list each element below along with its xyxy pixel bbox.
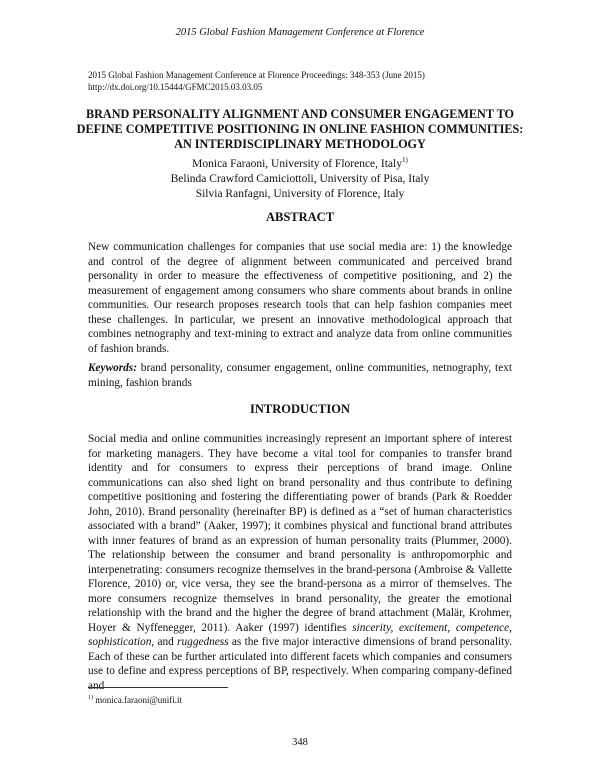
- intro-connector: and: [154, 636, 178, 648]
- introduction-body: [88, 432, 512, 693]
- author-name: Monica Faraoni, University of Florence, Italy: [192, 158, 402, 170]
- keywords-list: brand personality, consumer engagement, online communities, netnography, text mining, fashion brands: [88, 362, 512, 389]
- footnote-email[interactable]: monica.faraoni@unifi.it: [93, 695, 183, 705]
- proceedings-info: [88, 70, 425, 93]
- abstract-body: New communication challenges for companies that use social media are: 1) the knowledge and control of the degree of alignment between communicated and perceived brand personality in order to measure the effectiveness of competitive positioning, and 2) the measurement of engagement among consumers who share comments about brands in online communities. Our research proposes research tools that can help fashion companies meet these challenges. In particular, we present an innovative methodological approach that combines netnography and text-mining to extract and analyze data from online communities of fashion brands.: [88, 241, 512, 355]
- author-list: [0, 157, 600, 202]
- footnote-divider: [88, 687, 228, 688]
- author-line: Silvia Ranfagni, University of Florence, Italy: [195, 188, 405, 200]
- abstract-heading: ABSTRACT: [265, 210, 335, 224]
- bp-dimensions: sincerity, excitement, competence, sophistication,: [88, 621, 512, 648]
- footnote-number: 1): [88, 695, 93, 701]
- keywords: [88, 361, 512, 390]
- page-number: 348: [292, 737, 308, 748]
- intro-text-continued: as the five major interactive dimensions of brand personality. Each of these can be further articulated into different facets which companies and consumers use to define and express perceptions of BP, respectively. When comparing company-defined and: [88, 636, 512, 692]
- intro-text: Social media and online communities increasingly represent an important sphere of interest for marketing managers. They have become a vital tool for companies to transfer brand identity and for consumers to express their perceptions of brand image. Online communications can also shed light on brand personality and thus contribute to defining competitive positioning and fostering the differentiating power of brands (Park & Roedder John, 2010). Brand personality (hereinafter BP) is defined as a “set of human characteristics associated with a brand” (Aaker, 1997); it combines physical and functional brand attributes with inner features of brand as an expression of human personality traits (Plummer, 2000). The relationship between the consumer and brand personality is anthropomorphic and interpenetrating: consumers recognize themselves in the brand-persona (Ambroise & Vallette Florence, 2010) or, vice versa, they see the brand-persona as a mirror of themselves. The more consumers recognize themselves in brand personality, the greater the emotional relationship with the brand and the higher the degree of brand attachment (Malär, Krohmer, Hoyer & Nyffenegger, 2011). Aaker (1997) identifies: [88, 433, 512, 634]
- bp-dimension-last: ruggedness: [177, 636, 229, 648]
- author-line: [0, 157, 600, 172]
- introduction-heading: INTRODUCTION: [249, 402, 350, 416]
- author-line: Belinda Crawford Camiciottoli, University of Pisa, Italy: [170, 173, 430, 185]
- proceedings-citation: 2015 Global Fashion Management Conference at Florence Proceedings: 348-353 (June 2015): [88, 70, 425, 80]
- footnote-marker[interactable]: 1): [401, 156, 408, 165]
- keywords-label: Keywords:: [88, 362, 137, 374]
- doi-link[interactable]: http://dx.doi.org/10.15444/GFMC2015.03.03.05: [88, 81, 263, 92]
- paper-title: BRAND PERSONALITY ALIGNMENT AND CONSUMER ENGAGEMENT TO DEFINE COMPETITIVE POSITIONING IN ONLINE FASHION COMMUNITIES: AN INTERDISCIPLINARY METHODOLOGY: [76, 107, 524, 151]
- footnote: [88, 695, 182, 705]
- running-header: 2015 Global Fashion Management Conference at Florence: [175, 27, 425, 38]
